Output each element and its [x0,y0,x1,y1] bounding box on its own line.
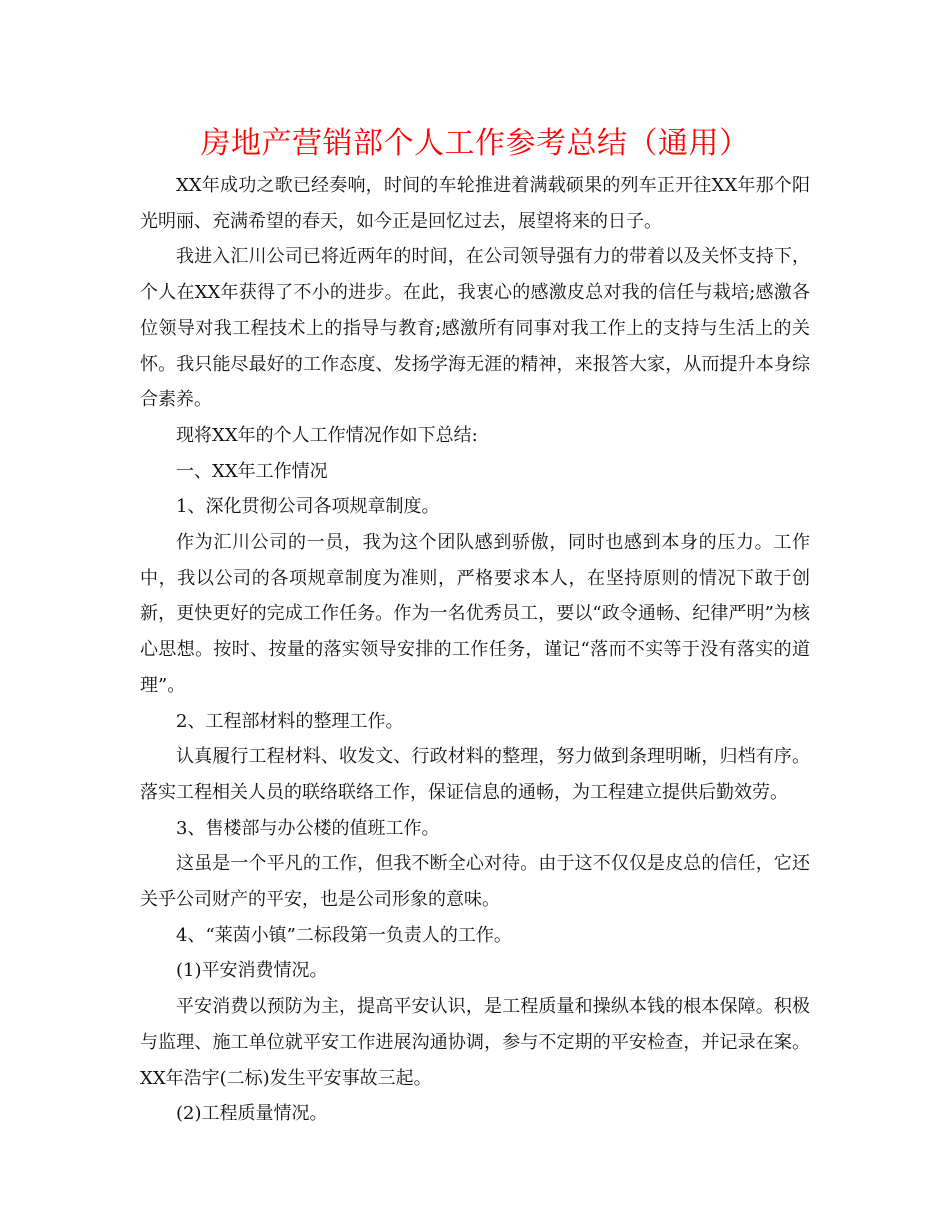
paragraph: XX年成功之歌已经奏响，时间的车轮推进着满载硕果的列车正开往XX年那个阳光明丽、充满希望的春天，如今正是回忆过去，展望将来的日子。 [140,175,810,232]
item-heading: (1)平安消费情况。 [176,960,328,982]
subsection-heading: 2、工程部材料的整理工作。 [176,710,404,732]
document-body [140,168,810,1132]
subsection-heading: 3、售楼部与办公楼的值班工作。 [176,817,440,839]
item-heading: (2)工程质量情况。 [176,1103,328,1125]
paragraph: 认真履行工程材料、收发文、行政材料的整理，努力做到条理明晰，归档有序。落实工程相关人员的联络联络工作，保证信息的通畅，为工程建立提供后勤效劳。 [140,746,810,803]
paragraph: 作为汇川公司的一员，我为这个团队感到骄傲，同时也感到本身的压力。工作中，我以公司的各项规章制度为准则，严格要求本人，在坚持原则的情况下敢于创新，更快更好的完成工作任务。作为一名优秀员工，要以“政令通畅、纪律严明”为核心思想。按时、按量的落实领导安排的工作任务，谨记“落而不实等于没有落实的道理”。 [140,532,810,696]
subsection-heading: 4、“莱茵小镇”二标段第一负责人的工作。 [176,924,512,946]
subsection-heading: 1、深化贯彻公司各项规章制度。 [176,496,440,518]
section-heading: 一、XX年工作情况 [176,460,328,482]
document-title: 房地产营销部个人工作参考总结（通用） [200,126,750,161]
paragraph: 这虽是一个平凡的工作，但我不断全心对待。由于这不仅仅是皮总的信任，它还关乎公司财产的平安，也是公司形象的意味。 [140,853,810,911]
paragraph: 我进入汇川公司已将近两年的时间，在公司领导强有力的带着以及关怀支持下，个人在XX年获得了不小的进步。在此，我衷心的感激皮总对我的信任与栽培;感激各位领导对我工程技术上的指导与教育;感激所有同事对我工作上的支持与生活上的关怀。我只能尽最好的工作态度、发扬学海无涯的精神，来报答大家，从而提升本身综合素养。 [140,246,810,411]
paragraph: 现将XX年的个人工作情况作如下总结: [176,424,478,446]
paragraph: 平安消费以预防为主，提高平安认识，是工程质量和操纵本钱的根本保障。积极与监理、施工单位就平安工作进展沟通协调，参与不定期的平安检查，并记录在案。XX年浩宇(二标)发生平安事故三起。 [140,996,810,1089]
